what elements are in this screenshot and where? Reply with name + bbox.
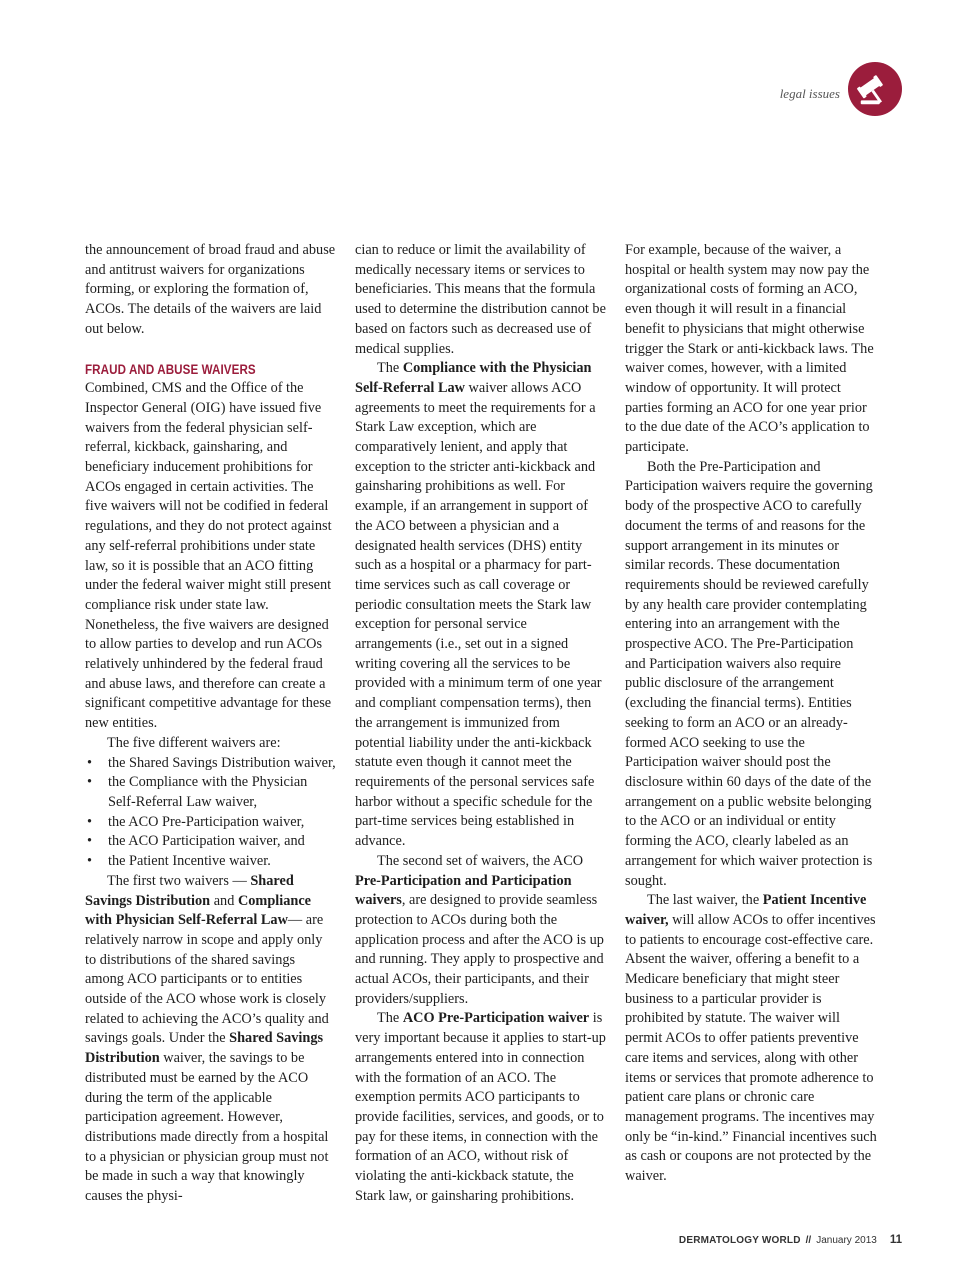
gavel-icon — [848, 62, 902, 116]
body-paragraph: the announcement of broad fraud and abuse and antitrust waivers for organizations forming, or exploring the formation of, ACOs. The details of the waivers are laid out below. — [85, 242, 336, 337]
text-column-3 — [625, 241, 877, 1187]
body-paragraph: Combined, CMS and the Office of the Inspector General (OIG) have issued five waivers from the federal physician self-referral, kickback, gainsharing, and beneficiary inducement prohibitions for ACOs engaged in certain activities. The five waivers will not be codified in federal regulations, and they do not protect against any self-referral prohibitions under state law, so it is possible that an ACO fitting under the federal waiver might still present compliance risk under state law. Nonetheless, the five waivers are designed to allow parties to develop and run ACOs relatively unhindered by the federal fraud and abuse laws, and therefore can create a significant competitive advantage for these new entities. — [85, 380, 332, 732]
body-paragraph: The ACO Pre-Participation waiver is very important because it applies to start-up arrangements entered into in connection with the formation of an ACO. The exemption permits ACO participants to provide facilities, services, and goods, or to pay for these items, in connection with the formation of an ACO, without risk of violating the anti-kickback statute, the Stark law, or gainsharing prohibitions. — [355, 1010, 606, 1204]
body-paragraph: Both the Pre-Participation and Participation waivers require the governing body of the prospective ACO to carefully document the terms of and reasons for the support arrangement in its minutes or similar records. These documentation requirements should be reviewed carefully by any health care provider contemplating entering into an arrangement with the prospective ACO. The Pre-Participation and Participation waivers also require public disclosure of the arrangement (excluding the financial terms). Entities seeking to form an ACO or an already-formed ACO seeking to use the Participation waiver should post the disclosure within 60 days of the date of the arrangement on a public website belonging to the ACO or an individual or entity forming the ACO, clearly labeled as an arrangement for which waiver protection is sought. — [625, 458, 873, 889]
body-paragraph: For example, because of the waiver, a hospital or health system may now pay the organizational costs of forming an ACO, even though it will result in a financial benefit to physicians that might otherwise trigger the Stark or anti-kickback laws. The waiver comes, however, with a limited window of opportunity. It will protect parties forming an ACO for one year prior to the due date of the ACO’s application to participate. — [625, 242, 874, 456]
section-label: legal issues — [779, 86, 840, 101]
bullet-icon: • — [87, 853, 93, 870]
page-header — [780, 58, 902, 120]
body-paragraph: The first two waivers — Shared Savings Distribution and Compliance with Physician Self-Referral Law— are relatively narrow in scope and apply only to distributions of the shared savings among ACO participants or to entities outside of the ACO whose work is closely related to achieving the ACO’s quality and savings goals. Under the Shared Savings Distribution waiver, the savings to be distributed must be earned by the ACO during the term of the applicable participation agreement. However, distributions made directly from a hospital to a physician or physician group must not be made in such a way that knowingly causes the physi- — [85, 872, 329, 1205]
body-paragraph: The second set of waivers, the ACO Pre-Participation and Participation waivers, are designed to provide seamless protection to ACOs during both the application process and after the ACO is up and running. They apply to prospective and actual ACOs, their participants, and their providers/suppliers. — [355, 852, 604, 1007]
text-column-2 — [355, 241, 607, 1206]
bullet-icon: • — [87, 813, 93, 830]
issue-date: January 2013 — [816, 1235, 877, 1246]
section-heading: FRAUD AND ABUSE WAIVERS — [85, 361, 256, 377]
body-paragraph: cian to reduce or limit the availability of medically necessary items or services to beneficiaries. This means that the formula used to determine the distribution cannot be based on factors such as decreased use of medical supplies. — [355, 242, 606, 357]
bullet-icon: • — [87, 774, 93, 791]
waiver-list — [85, 754, 337, 872]
footer-separator: // — [805, 1235, 812, 1246]
bullet-icon: • — [87, 833, 93, 850]
list-item: • the Shared Savings Distribution waiver, — [85, 754, 337, 774]
list-item: • the Compliance with the Physician Self-Referral Law waiver, — [87, 774, 308, 810]
list-item: • the ACO Participation waiver, and — [85, 832, 337, 852]
bullet-icon: • — [87, 754, 93, 771]
body-paragraph: The last waiver, the Patient Incentive waiver, will allow ACOs to offer incentives to patients to encourage cost-effective care. Absent the waiver, offering a benefit to a Medicare beneficiary that might steer business to a particular provider is prohibited by statute. The waiver will permit ACOs to offer patients preventive care items and services, along with other items or services that promote adherence to patient care plans or chronic care management programs. The incentives may only be “in-kind.” Financial incentives such as cash or coupons are not protected by the waiver. — [625, 892, 877, 1185]
page-number: 11 — [889, 1234, 902, 1246]
page-footer — [679, 1234, 902, 1246]
list-item: • the ACO Pre-Participation waiver, — [85, 813, 337, 833]
body-paragraph: The Compliance with the Physician Self-Referral Law waiver allows ACO agreements to meet the requirements for a Stark Law exception, which are comparatively lenient, and apply that exception to the stricter anti-kickback and gainsharing prohibitions as well. For example, if an arrangement in support of the ACO between a physician and a designated health services (DHS) entity such as a hospital or a pharmacy for part-time services such as call coverage or periodic consultation meets the Stark law exception for personal service arrangements (i.e., set out in a signed writing covering all the services to be provided with a minimum term of one year and compliant compensation terms), then the arrangement is immunized from potential liability under the anti-kickback statute even though it cannot meet the requirements of the personal services safe harbor without a specific schedule for the part-time services being established in advance. — [355, 360, 602, 850]
magazine-name: DERMATOLOGY WORLD — [678, 1235, 801, 1246]
list-intro: The five different waivers are: — [107, 734, 281, 751]
text-column-1 — [85, 241, 337, 1207]
list-item: • the Patient Incentive waiver. — [85, 852, 337, 872]
